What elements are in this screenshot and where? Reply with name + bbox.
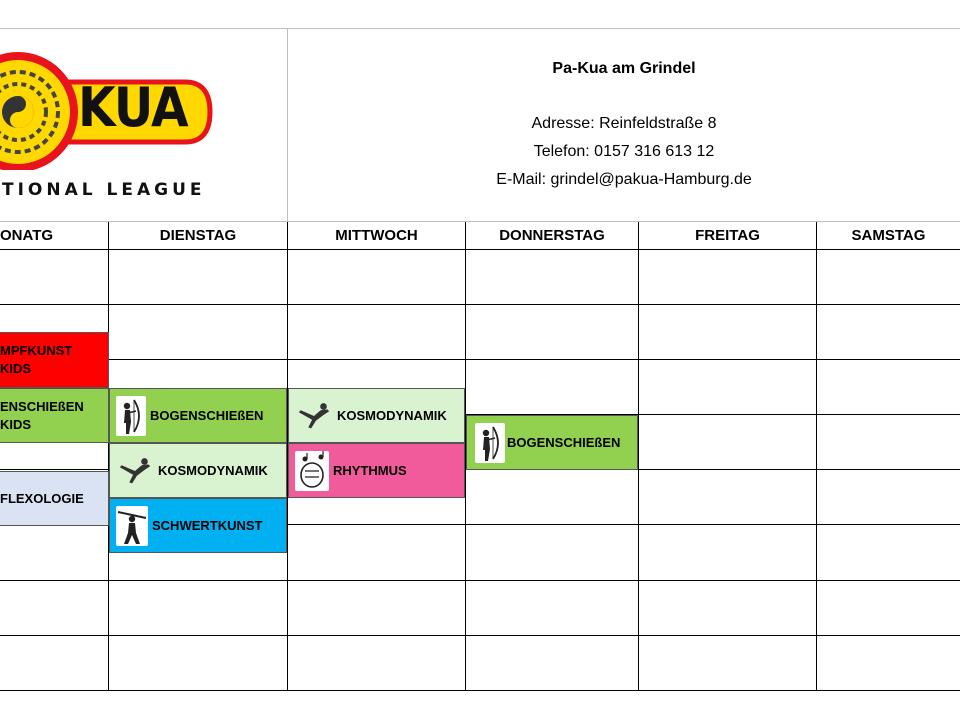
class-label: RHYTHMUS <box>333 462 407 478</box>
day-header-monday: ONATG <box>0 227 54 244</box>
day-header-tuesday: DIENSTAG <box>159 227 237 244</box>
studio-name: Pa-Kua am Grindel <box>552 60 696 77</box>
class-block-rhythmus-wed[interactable] <box>288 443 465 498</box>
class-block-bogenschiessen-kids[interactable] <box>0 388 109 443</box>
class-block-reflexologie[interactable] <box>0 471 109 526</box>
day-header-friday: FREITAG <box>695 227 760 244</box>
class-label: FLEXOLOGIE <box>0 490 84 506</box>
email-text: E-Mail: grindel@pakua-Hamburg.de <box>496 171 752 188</box>
logo-brand-text: KUA <box>78 76 188 139</box>
class-block-bogenschiessen-thu[interactable] <box>466 415 638 470</box>
class-label: KIDS <box>0 416 32 432</box>
class-label: ENSCHIEßEN <box>0 398 84 414</box>
archer-icon <box>116 396 146 436</box>
day-header-thursday: DONNERSTAG <box>499 227 605 244</box>
class-block-schwertkunst-tue[interactable] <box>109 498 287 553</box>
class-block-bogenschiessen-tue[interactable] <box>109 388 287 443</box>
class-block-kampfkunst-kids[interactable] <box>0 332 109 388</box>
kick-icon <box>116 456 154 486</box>
class-block-kosmodynamik-wed[interactable] <box>288 388 465 443</box>
sword-icon <box>116 506 148 546</box>
drum-icon <box>295 451 329 491</box>
class-label: BOGENSCHIEßEN <box>507 434 621 450</box>
archer-icon <box>475 423 505 463</box>
address-text: Adresse: Reinfeldstraße 8 <box>531 115 717 132</box>
class-label: SCHWERTKUNST <box>152 517 263 533</box>
logo-tagline: TIONAL LEAGUE <box>2 180 206 200</box>
class-label: MPFKUNST <box>0 343 73 358</box>
kick-icon <box>295 401 333 431</box>
pakua-logo <box>0 40 287 220</box>
class-label: KOSMODYNAMIK <box>158 462 268 478</box>
class-label: KIDS <box>0 361 32 376</box>
day-header-saturday: SAMSTAG <box>851 227 926 244</box>
phone-text: Telefon: 0157 316 613 12 <box>533 143 715 160</box>
class-block-kosmodynamik-tue[interactable] <box>109 443 287 498</box>
class-label: KOSMODYNAMIK <box>337 407 447 423</box>
class-label: BOGENSCHIEßEN <box>150 407 264 423</box>
day-header-wednesday: MITTWOCH <box>335 227 418 244</box>
